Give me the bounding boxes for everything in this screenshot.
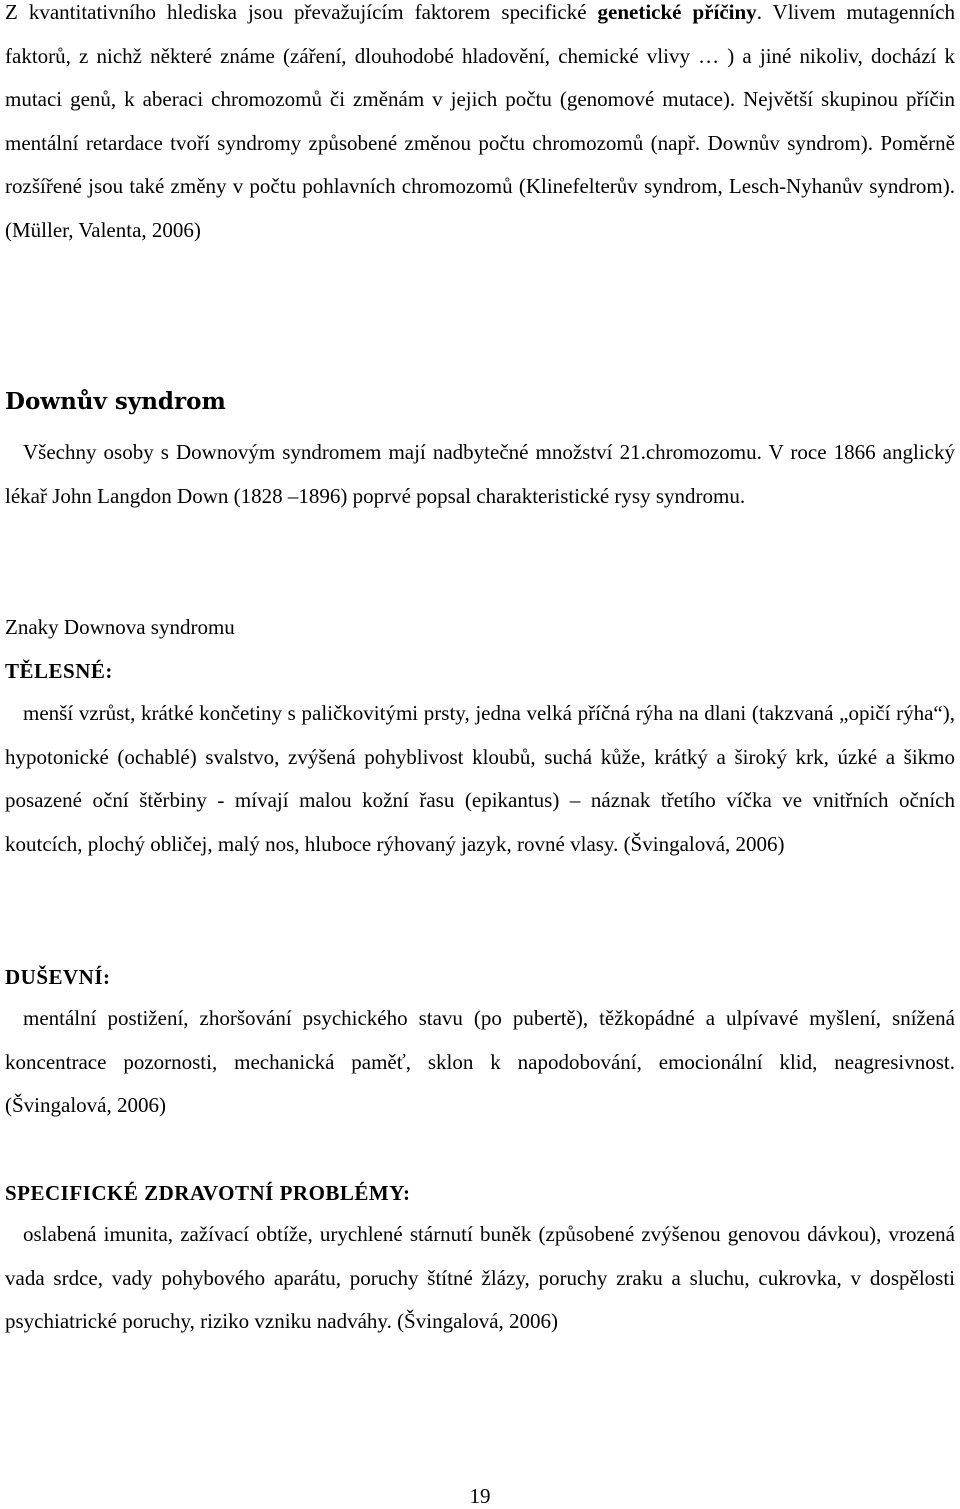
health-heading: [5, 1178, 955, 1208]
health-text: oslabená imunita, zažívací obtíže, urychlené stárnutí buněk (způsobené zvýšenou genovou dávkou), vrozená vada srdce, vady pohybového aparátu, poruchy štítné žlázy, poruchy zraku a sluchu, cukrovka, v dospělosti psychiatrické poruchy, riziko vzniku nadváhy. (Švingalová, 2006): [5, 1222, 955, 1333]
intro-text-part1: Z kvantitativního hlediska jsou převažujícím faktorem specifické: [5, 0, 598, 24]
mental-paragraph: [5, 997, 955, 1128]
mental-heading: [5, 962, 955, 992]
physical-paragraph: [5, 692, 955, 866]
intro-paragraph: [5, 0, 955, 252]
section-heading: Downův syndrom: [5, 388, 226, 415]
page-number: 19: [469, 1484, 491, 1508]
signs-title-text: Znaky Downova syndromu: [5, 615, 235, 639]
intro-text-bold: genetické příčiny: [597, 0, 757, 24]
mental-heading-text: DUŠEVNÍ:: [5, 965, 111, 989]
physical-text: menší vzrůst, krátké končetiny s paličkovitými prsty, jedna velká příčná rýha na dlani (takzvaná „opičí rýha“), hypotonické (ochablé) svalstvo, zvýšená pohyblivost kloubů, suchá kůže, krátký a široký krk, úzké a šikmo posazené oční štěrbiny - mívají malou kožní řasu (epikantus) – náznak třetího víčka ve vnitřních očních koutcích, plochý obličej, malý nos, hluboce rýhovaný jazyk, rovné vlasy. (Švingalová, 2006): [5, 701, 955, 856]
down-syndrome-heading: [5, 388, 955, 415]
physical-heading: [5, 656, 955, 686]
mental-text: mentální postižení, zhoršování psychického stavu (po pubertě), těžkopádné a ulpívavé myšlení, snížená koncentrace pozornosti, mechanická paměť, sklon k napodobování, emocionální klid, neagresivnost. (Švingalová, 2006): [5, 1006, 955, 1117]
health-heading-text: SPECIFICKÉ ZDRAVOTNÍ PROBLÉMY:: [5, 1181, 411, 1205]
intro-text-part2: . Vlivem mutagenních faktorů, z nichž některé známe (záření, dlouhodobé hladovění, chemické vlivy … ) a jiné nikoliv, dochází k mutaci genů, k aberaci chromozomů či změnám v jejich počtu (genomové mutace). Největší skupinou příčin mentální retardace tvoří syndromy způsobené změnou počtu chromozomů (např. Downův syndrom). Poměrně rozšířené jsou také změny v počtu pohlavních chromozomů (Klinefelterův syndrom, Lesch-Nyhanův syndrom). (Müller, Valenta, 2006): [5, 0, 956, 242]
signs-title: [5, 606, 955, 650]
physical-heading-text: TĚLESNÉ:: [5, 659, 113, 683]
health-paragraph: [5, 1213, 955, 1344]
down-paragraph-text: Všechny osoby s Downovým syndromem mají nadbytečné množství 21.chromozomu. V roce 1866 anglický lékař John Langdon Down (1828 –1896) poprvé popsal charakteristické rysy syndromu.: [5, 440, 955, 508]
down-syndrome-paragraph: [5, 431, 955, 518]
